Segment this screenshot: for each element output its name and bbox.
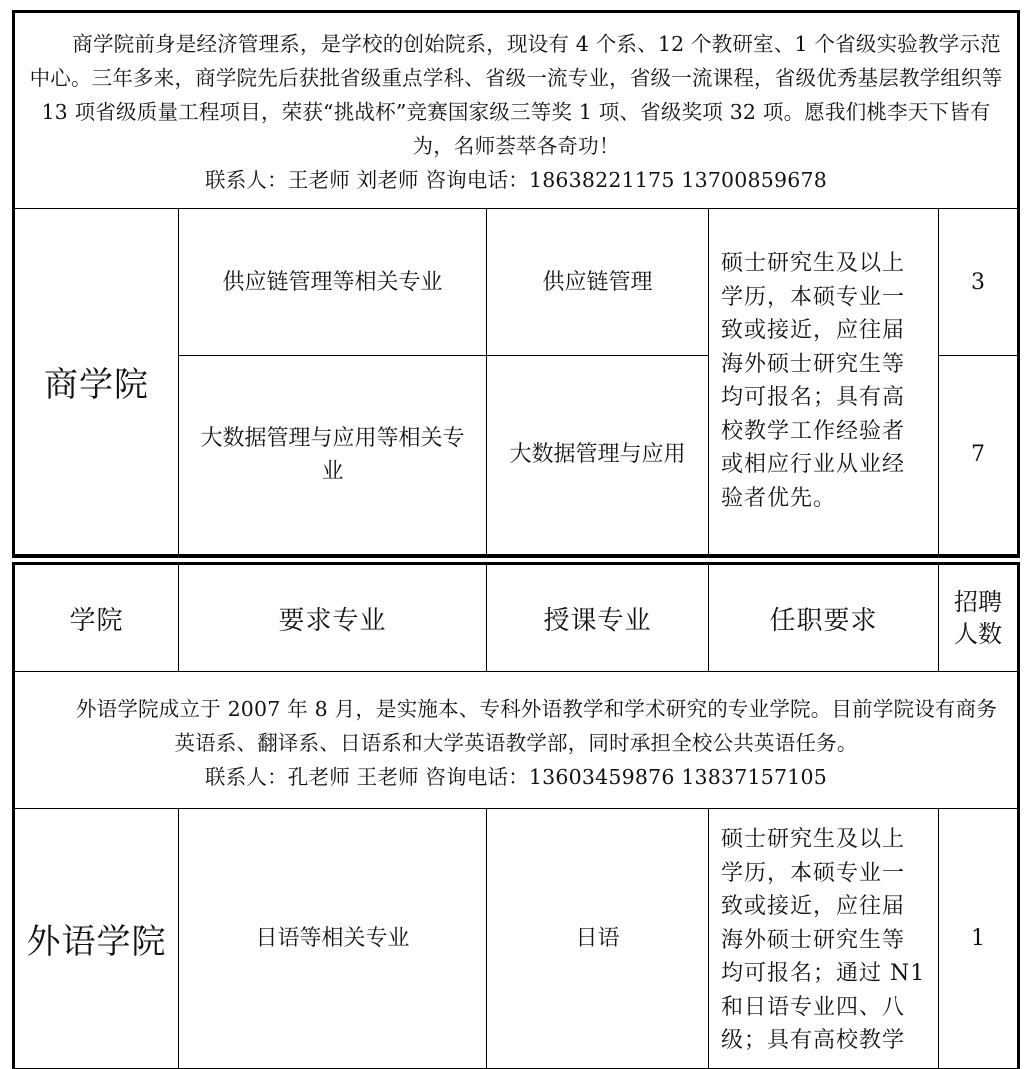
business-requirement-text: 硕士研究生及以上学历，本硕专业一致或接近，应往届海外硕士研究生等均可报名；具有高校教学工作经验者或相应行业从业经验者优先。 — [721, 251, 906, 511]
foreign-school-contact: 联系人：孔老师 王老师 咨询电话：13603459876 13837157105 — [205, 765, 827, 789]
foreign-course-1: 日语 — [487, 809, 709, 1069]
foreign-major-1: 日语等相关专业 — [179, 809, 487, 1069]
business-count-1: 3 — [939, 209, 1019, 356]
header-requirement: 任职要求 — [709, 564, 939, 672]
business-course-2: 大数据管理与应用 — [487, 356, 709, 556]
business-major-1: 供应链管理等相关专业 — [179, 209, 487, 356]
business-course-1: 供应链管理 — [487, 209, 709, 356]
business-major-2: 大数据管理与应用等相关专业 — [179, 356, 487, 556]
business-requirement — [709, 209, 939, 556]
business-school-intro: 商学院前身是经济管理系，是学校的创始院系，现设有 4 个系、12 个教研室、1 个省级实验教学示范中心。三年多来，商学院先后获批省级重点学科、省级一流专业，省级一流课程，省级优秀基层教学组织等 13 项省级质量工程项目，荣获“挑战杯”竞赛国家级三等奖 1 项、省级奖项 32 项。愿我们桃李天下皆有为，名师荟萃各奇功！ — [29, 31, 1003, 158]
business-school-intro-cell — [14, 12, 1019, 209]
business-school-table — [12, 10, 1020, 558]
business-school-contact: 联系人：王老师 刘老师 咨询电话：18638221175 13700859678 — [205, 167, 828, 192]
business-count-2: 7 — [939, 356, 1019, 556]
header-course: 授课专业 — [487, 564, 709, 672]
header-count: 招聘人数 — [939, 564, 1019, 672]
foreign-requirement — [709, 809, 939, 1069]
business-school-name: 商学院 — [14, 209, 179, 556]
foreign-school-name: 外语学院 — [14, 809, 179, 1069]
foreign-requirement-text: 硕士研究生及以上学历，本硕专业一致或接近，应往届海外硕士研究生等均可报名；通过 N1 和日语专业四、八级；具有高校教学 — [721, 827, 926, 1053]
foreign-school-table — [12, 562, 1020, 1069]
header-major: 要求专业 — [179, 564, 487, 672]
foreign-school-intro-cell — [14, 672, 1019, 809]
foreign-count-1: 1 — [939, 809, 1019, 1069]
header-college: 学院 — [14, 564, 179, 672]
foreign-school-intro: 外语学院成立于 2007 年 8 月，是实施本、专科外语教学和学术研究的专业学院。目前学院设有商务英语系、翻译系、日语系和大学英语教学部，同时承担全校公共英语任务。 — [75, 697, 998, 755]
